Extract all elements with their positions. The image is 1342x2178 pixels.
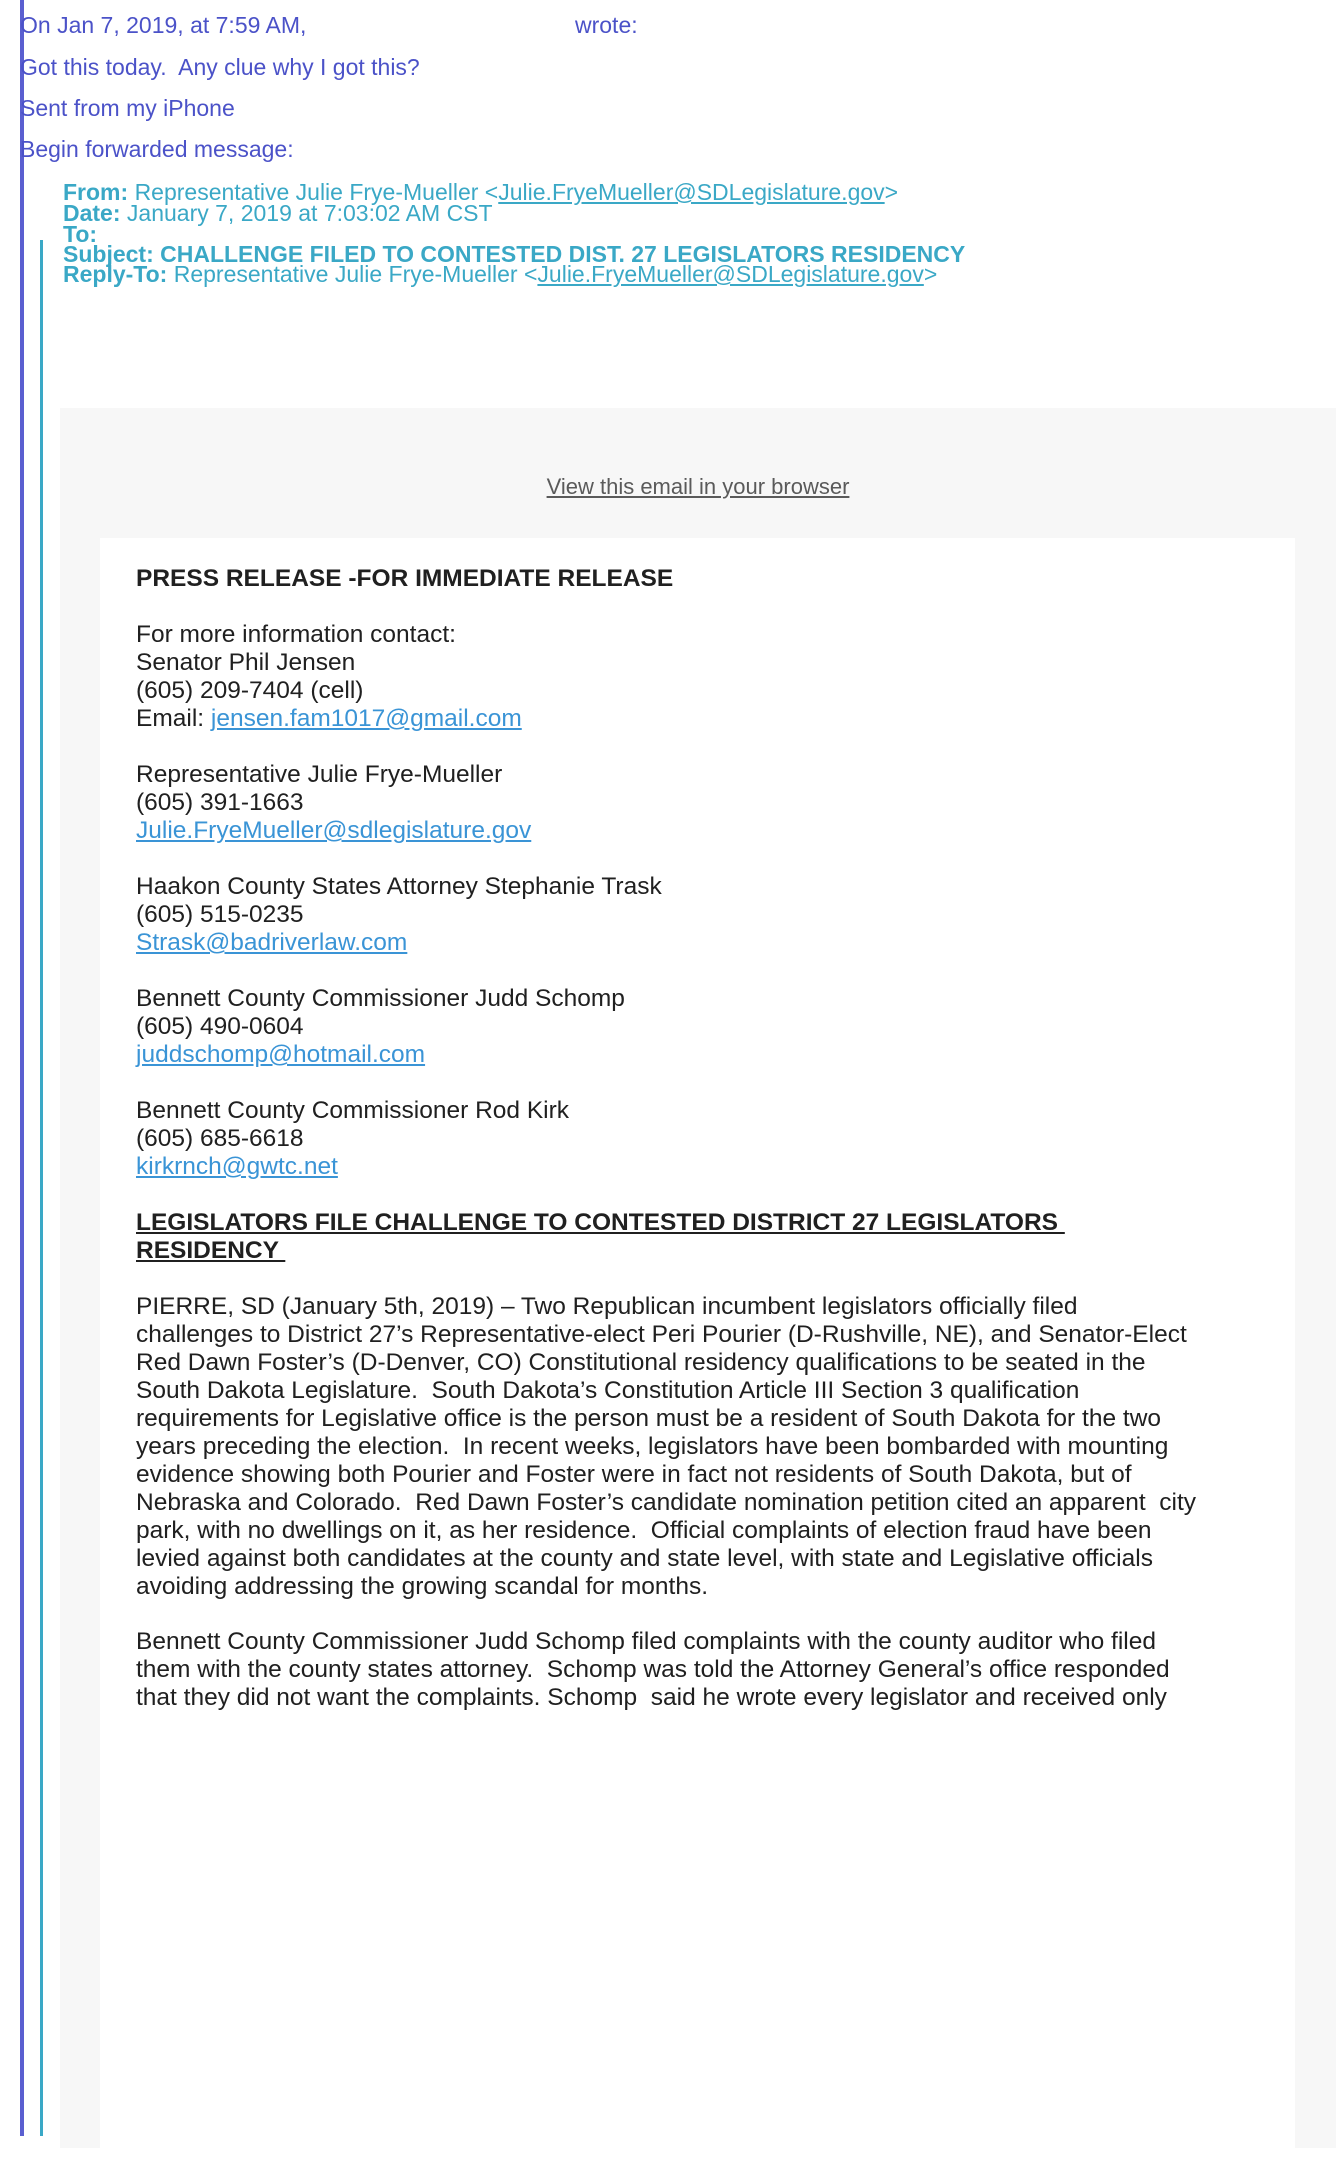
paragraph-line: Bennett County Commissioner Judd Schomp filed complaints with the county auditor who filed	[136, 1628, 1156, 1655]
header-to: To:	[63, 221, 98, 247]
header-date: Date: January 7, 2019 at 7:03:02 AM CST	[63, 200, 493, 226]
contact-email-row: Email: jensen.fam1017@gmail.com	[136, 705, 522, 732]
paragraph-line: Nebraska and Colorado. Red Dawn Foster’s candidate nomination petition cited an apparent city	[136, 1489, 1197, 1516]
paragraph-line: Red Dawn Foster’s (D-Denver, CO) Constitutional residency qualifications to be seated in the	[136, 1349, 1146, 1376]
view-in-browser-link[interactable]: View this email in your browser	[546, 474, 850, 499]
press-release-title: PRESS RELEASE -FOR IMMEDIATE RELEASE	[136, 565, 674, 592]
contact-email-row	[136, 812, 531, 850]
email-body-panel	[60, 408, 1336, 2148]
paragraph-line: challenges to District 27’s Representative-elect Peri Pourier (D-Rushville, NE), and Senator-Elect	[136, 1321, 1187, 1348]
signature-line: Sent from my iPhone	[20, 95, 235, 121]
header-subject: Subject: CHALLENGE FILED TO CONTESTED DIST. 27 LEGISLATORS RESIDENCY	[63, 241, 966, 267]
contact-email-link[interactable]: kirkrnch@gwtc.net	[136, 1153, 338, 1180]
contact-intro: For more information contact:	[136, 621, 456, 648]
paragraph-line: requirements for Legislative office is the person must be a resident of South Dakota for the two	[136, 1405, 1162, 1432]
contact-phone: (605) 515-0235	[136, 901, 304, 928]
paragraph-line: avoiding addressing the growing scandal for months.	[136, 1573, 709, 1600]
contact-name: Senator Phil Jensen	[136, 649, 356, 676]
contact-name: Bennett County Commissioner Judd Schomp	[136, 985, 625, 1012]
paragraph-line: them with the county states attorney. Schomp was told the Attorney General’s office responded	[136, 1656, 1170, 1683]
header-reply-to: Reply-To: Representative Julie Frye-Mueller <Julie.FryeMueller@SDLegislature.gov>	[63, 261, 938, 287]
attribution-date: On Jan 7, 2019, at 7:59 AM,	[20, 12, 307, 38]
paragraph-line: evidence showing both Pourier and Foster were in fact not residents of South Dakota, but of	[136, 1461, 1132, 1488]
reply-to-email-link[interactable]: Julie.FryeMueller@SDLegislature.gov	[537, 261, 924, 287]
paragraph-line: years preceding the election. In recent weeks, legislators have been bombarded with mounting	[136, 1433, 1169, 1460]
from-email-link[interactable]: Julie.FryeMueller@SDLegislature.gov	[498, 179, 885, 205]
subject-text: CHALLENGE FILED TO CONTESTED DIST. 27 LEGISLATORS RESIDENCY	[160, 241, 966, 267]
contact-email-link[interactable]: juddschomp@hotmail.com	[136, 1041, 426, 1068]
contact-name: Representative Julie Frye-Mueller	[136, 761, 503, 788]
contact-phone: (605) 490-0604	[136, 1013, 304, 1040]
contact-phone: (605) 209-7404 (cell)	[136, 677, 364, 704]
paragraph-line: park, with no dwellings on it, as her residence. Official complaints of election fraud have been	[136, 1517, 1152, 1544]
press-release-card	[100, 538, 1295, 2178]
headline-line: LEGISLATORS FILE CHALLENGE TO CONTESTED DISTRICT 27 LEGISLATORS	[136, 1209, 1065, 1236]
message-line: Got this today. Any clue why I got this?	[20, 54, 420, 80]
reply-attribution	[20, 12, 638, 39]
contact-phone: (605) 391-1663	[136, 789, 304, 816]
contact-email-link[interactable]: Strask@badriverlaw.com	[136, 929, 408, 956]
paragraph-line: PIERRE, SD (January 5th, 2019) – Two Republican incumbent legislators officially filed	[136, 1293, 1078, 1320]
paragraph-line: that they did not want the complaints. Schomp said he wrote every legislator and received only	[136, 1684, 1167, 1711]
contact-email-row	[136, 924, 407, 962]
header-from: From: Representative Julie Frye-Mueller <Julie.FryeMueller@SDLegislature.gov>	[63, 179, 899, 205]
contact-name: Haakon County States Attorney Stephanie Trask	[136, 873, 662, 900]
attribution-wrote: wrote:	[575, 12, 638, 38]
contact-email-link[interactable]: Julie.FryeMueller@sdlegislature.gov	[136, 817, 532, 844]
contact-email-link[interactable]: jensen.fam1017@gmail.com	[210, 705, 522, 732]
paragraph-line: levied against both candidates at the county and state level, with state and Legislative officials	[136, 1545, 1153, 1572]
forwarded-marker: Begin forwarded message:	[20, 136, 294, 162]
paragraph-line: South Dakota Legislature. South Dakota’s Constitution Article III Section 3 qualification	[136, 1377, 1080, 1404]
contact-phone: (605) 685-6618	[136, 1125, 304, 1152]
contact-email-row	[136, 1148, 338, 1186]
forwarded-message	[40, 179, 1342, 2136]
contact-name: Bennett County Commissioner Rod Kirk	[136, 1097, 570, 1124]
contact-email-row	[136, 1036, 425, 1074]
headline-line: RESIDENCY	[136, 1237, 286, 1264]
